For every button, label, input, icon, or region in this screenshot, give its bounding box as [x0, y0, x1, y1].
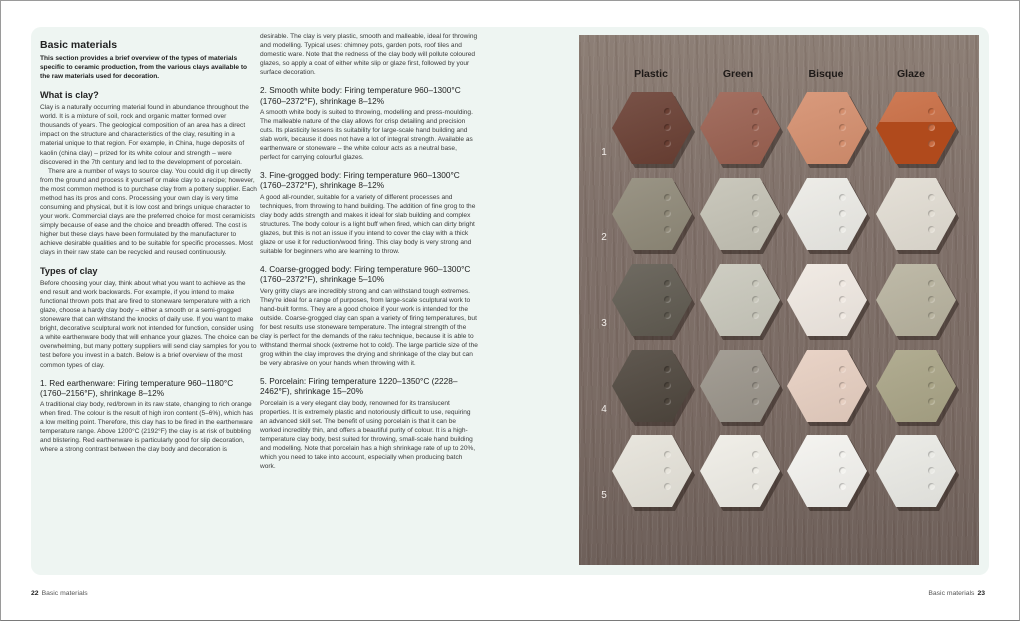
indent-dot: [928, 312, 935, 319]
indent-dot: [839, 108, 846, 115]
indent-dot: [839, 124, 846, 131]
indent-dot: [928, 366, 935, 373]
indent-dot: [839, 312, 846, 319]
indent-dot: [752, 398, 759, 405]
indent-dot: [752, 140, 759, 147]
column-label-bisque: Bisque: [808, 68, 844, 80]
indent-dot: [839, 296, 846, 303]
indent-dot: [752, 296, 759, 303]
indent-dot: [752, 483, 759, 490]
indent-dot: [928, 210, 935, 217]
row-label-4: 4: [601, 404, 607, 415]
paragraph: Before choosing your clay, think about what you want to achieve as the end result and work backwards. For example, if you intend to make functional thrown pots that are fired to stoneware temperature with a rich glaze, choose a hardy clay body – either a smooth or a semi-grogged stoneware that can withstand the knocks of daily use. If you want to make bright, decorative sculptural work not intended for function, consider using a white earthenware body that will enhance your glazes. The choice can be overwhelming, but many pottery suppliers will send clay samples for you to test before you invest in a batch. Below is a brief overview of the most common types of clay.: [40, 280, 258, 369]
indent-dot: [664, 467, 671, 474]
indent-dot: [928, 382, 935, 389]
indent-dot: [928, 108, 935, 115]
indent-dot: [839, 382, 846, 389]
indent-dot: [839, 483, 846, 490]
indent-dot: [839, 398, 846, 405]
running-head-right: Basic materials: [928, 590, 975, 597]
indent-dot: [839, 280, 846, 287]
indent-dot: [752, 124, 759, 131]
indent-dot: [839, 366, 846, 373]
indent-dot: [752, 210, 759, 217]
clay-samples-photo: [579, 35, 979, 565]
indent-dot: [752, 194, 759, 201]
indent-dot: [664, 296, 671, 303]
indent-dot: [928, 398, 935, 405]
indent-dot: [664, 483, 671, 490]
paragraph: A traditional clay body, red/brown in its raw state, changing to rich orange when fired. The colour is the result of high iron content (5–6%), which has a low melting point. Therefore, this clay has to be fired in the earthenware temperature range. Above 1200°C (2192°F) the clay is at risk of bubbling and blistering. Red earthenware is particularly good for slip decoration, where a strong contrast between the clay body and decoration is: [40, 401, 254, 454]
column-label-glaze: Glaze: [896, 68, 925, 80]
paragraph-continued: desirable. The clay is very plastic, smooth and malleable, ideal for throwing and modelling. Typical uses: chimney pots, garden pots, roof tiles and domestic ware. Note that the redness of the clay body will pollute coloured glazes, so apply a coat of either white slip or glaze first, followed by your surface decoration.: [260, 33, 478, 77]
indent-dot: [664, 210, 671, 217]
heading-fine-grogged-body: 3. Fine-grogged body: Firing temperature 960–1300°C (1760–2372°F), shrinkage 8–12%: [260, 170, 460, 191]
indent-dot: [928, 280, 935, 287]
folio-left: [31, 590, 88, 597]
text-column-2: [260, 32, 478, 479]
indent-dot: [928, 194, 935, 201]
indent-dot: [664, 382, 671, 389]
indent-dot: [752, 467, 759, 474]
page-number-left: 22: [31, 590, 39, 597]
indent-dot: [664, 280, 671, 287]
heading-types-of-clay: Types of clay: [40, 266, 98, 277]
indent-dot: [664, 226, 671, 233]
indent-dot: [664, 451, 671, 458]
row-label-1: 1: [601, 147, 607, 158]
paragraph: Very gritty clays are incredibly strong and can withstand tough extremes. They're ideal for a range of purposes, from large-scale sculptural work to hand-built forms. They are a good choice if your work is intended for the outside. Coarse-grogged clay can span a variety of firing temperatures, but for best results use stoneware temperature. The integral strength of the clay is perfect for the demands of the raku technique, because it is able to withstand thermal shock (extreme hot to cold). The large particle size of the grog within the clay improves the drying and shrinkage of the clay but can be very abrasive on your hands when throwing with it.: [260, 287, 478, 367]
heading-porcelain: 5. Porcelain: Firing temperature 1220–1350°C (2228–2462°F), shrinkage 15–20%: [260, 376, 458, 397]
section-intro: This section provides a brief overview of the types of materials specific to ceramic production, from the various clays available to the raw materials used for decoration.: [40, 55, 248, 81]
indent-dot: [664, 108, 671, 115]
row-label-5: 5: [601, 490, 607, 501]
indent-dot: [752, 382, 759, 389]
paragraph: There are a number of ways to source clay. You could dig it up directly from the ground and process it yourself or make clay to a recipe; however, the most common method is to purchase clay from a pottery supplier. Each method has its pros and cons. Processing your own clay is very time consuming and physical, but it is low cost and brings unique character to your work. Commercial clays are the preferred choice for most ceramicists simply because of ease and the choice and breadth offered. The cost is higher but these clays have been formulated by the manufacturer to achieve desirable qualities and to be suitable for specific processes. Most clays in their raw state can be recycled and reused continuously.: [40, 167, 257, 257]
indent-dot: [752, 451, 759, 458]
indent-dot: [839, 467, 846, 474]
indent-dot: [928, 226, 935, 233]
indent-dot: [928, 140, 935, 147]
page-number-right: 23: [977, 590, 985, 597]
indent-dot: [839, 194, 846, 201]
heading-red-earthenware: 1. Red earthenware: Firing temperature 960–1180°C (1760–2156°F), shrinkage 8–12%: [40, 377, 234, 398]
indent-dot: [664, 312, 671, 319]
indent-dot: [839, 451, 846, 458]
indent-dot: [752, 312, 759, 319]
indent-dot: [839, 226, 846, 233]
row-label-3: 3: [601, 318, 607, 329]
indent-dot: [752, 366, 759, 373]
paragraph: Clay is a naturally occurring material found in abundance throughout the world. It is a mixture of soil, rock and organic matter formed over thousands of years. The geological composition of an area has a direct impact on the structure and characteristics of the clay, resulting in a material unique to that region. For example, in China, huge deposits of kaolin (china clay) – prized for its white colour and strength – were discovered in the 7th century and led to the development of porcelain.: [40, 104, 249, 166]
indent-dot: [839, 210, 846, 217]
paragraph: Porcelain is a very elegant clay body, renowned for its translucent properties. It is extremely plastic and notoriously difficult to use, requiring an advanced skill set. The benefit of using porcelain is that it can be worked incredibly thin, and offers a beautiful purity of colour. It is a high-temperature clay body, best suited for throwing, small-scale hand building and modelling. Note that porcelain has a high shrinkage rate of up to 20%, which you need to take into account, especially when producing batch work.: [260, 399, 476, 470]
row-label-2: 2: [601, 232, 607, 243]
indent-dot: [664, 366, 671, 373]
indent-dot: [928, 296, 935, 303]
heading-smooth-white-body: 2. Smooth white body: Firing temperature 960–1300°C (1760–2372°F), shrinkage 8–12%: [260, 85, 461, 106]
indent-dot: [839, 140, 846, 147]
paragraph: A smooth white body is suited to throwing, modelling and press-moulding. The malleable nature of the clay allows for crisp detailing and precision cuts. Its plasticity lessens its suitability for large-scale hand building and slab work, because it does not have a lot of integral strength. Available as earthenware or stoneware – the white colour acts as a neutral base, perfect for carrying colourful glazes.: [260, 108, 473, 162]
running-head-left: Basic materials: [41, 590, 88, 597]
section-title: Basic materials: [40, 39, 118, 51]
text-column-1: [40, 39, 258, 462]
paragraph: A good all-rounder, suitable for a variety of different processes and techniques, from throwing to hand building. The addition of fine grog to the clay body adds strength and makes it ideal for slab building and complex structures. The body colour is a light buff when fired, which can dirty bright glazes, but this is not an issue if you intend to cover the clay with a thick glaze or use it for reduction/wood firing. This clay body is very strong and suitable for beginners who are learning to throw.: [260, 193, 476, 255]
indent-dot: [928, 451, 935, 458]
indent-dot: [752, 108, 759, 115]
indent-dot: [752, 226, 759, 233]
indent-dot: [928, 483, 935, 490]
heading-what-is-clay: What is clay?: [40, 90, 99, 101]
indent-dot: [928, 124, 935, 131]
indent-dot: [752, 280, 759, 287]
indent-dot: [928, 467, 935, 474]
folio-right: [928, 590, 985, 597]
column-label-green: Green: [722, 68, 754, 80]
column-label-plastic: Plastic: [634, 68, 668, 80]
indent-dot: [664, 140, 671, 147]
indent-dot: [664, 194, 671, 201]
heading-coarse-grogged-body: 4. Coarse-grogged body: Firing temperature 960–1300°C (1760–2372°F), shrinkage 5–10%: [260, 264, 471, 285]
indent-dot: [664, 398, 671, 405]
indent-dot: [664, 124, 671, 131]
